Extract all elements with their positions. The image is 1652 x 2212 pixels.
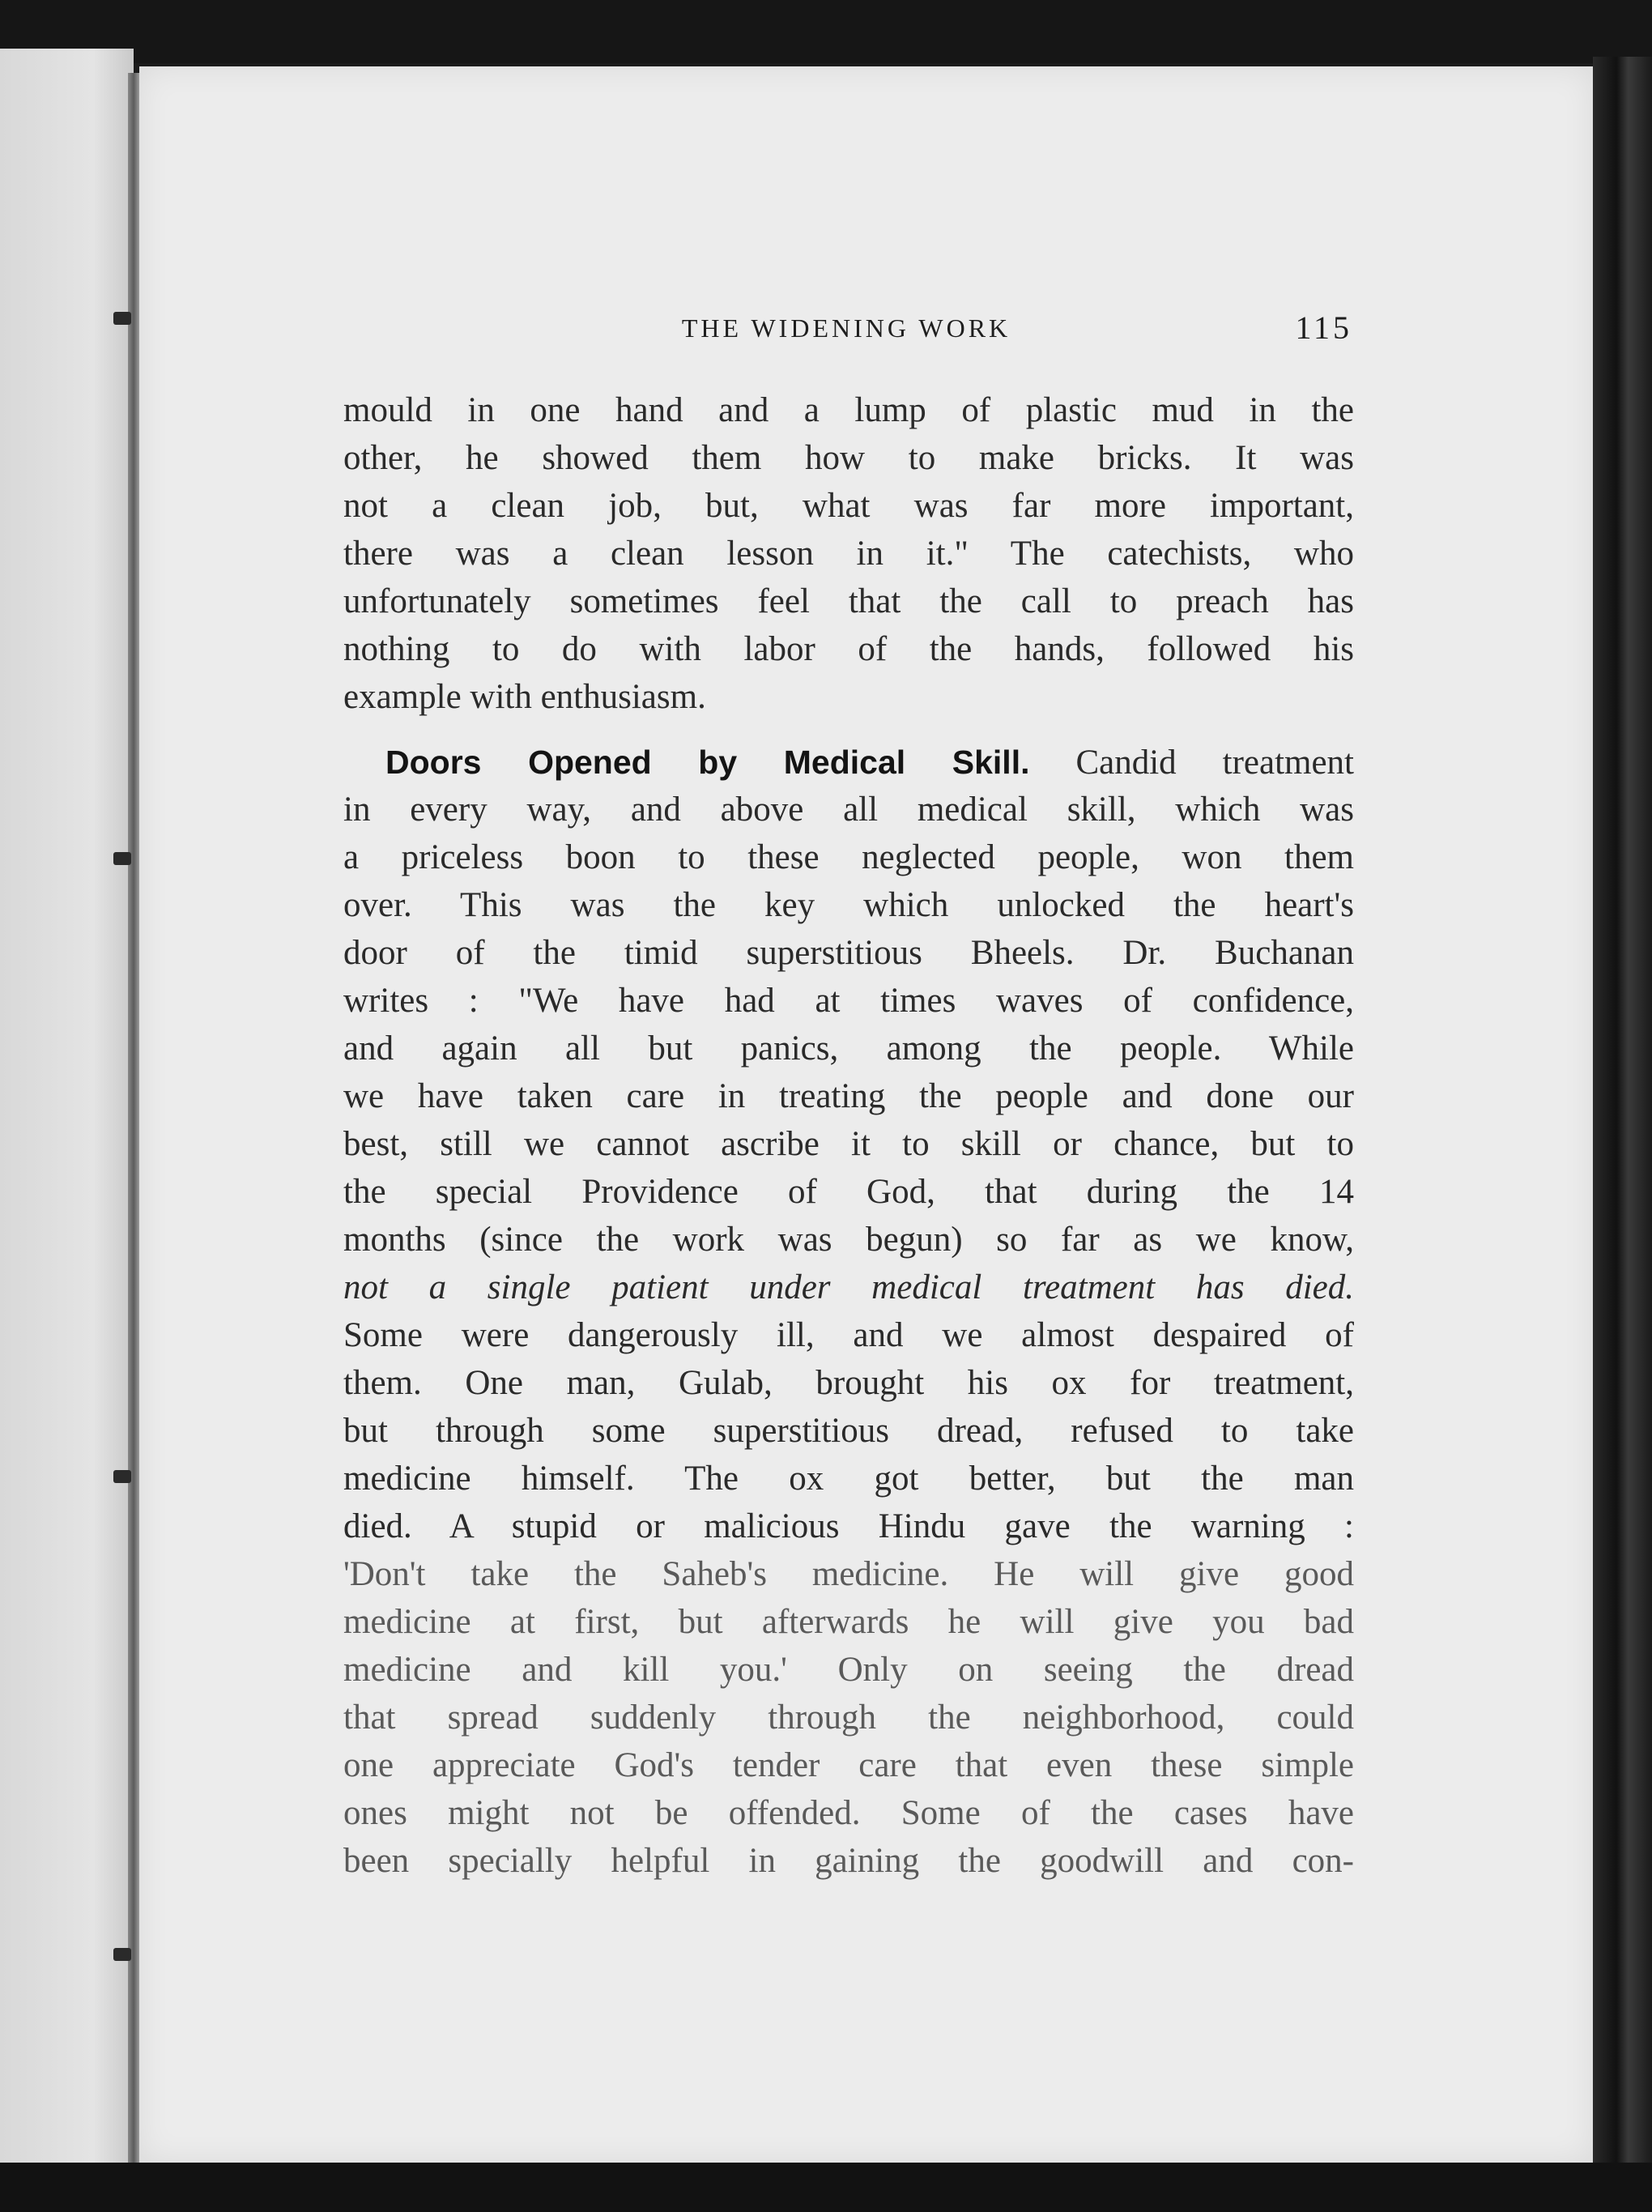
text-line: died. A stupid or malicious Hindu gave the warning : [343, 1507, 1354, 1545]
running-head [340, 308, 1352, 348]
running-head-title: THE WIDENING WORK [681, 313, 1011, 343]
text-line: a priceless boon to these neglected people, won them [343, 838, 1354, 876]
text-line: been specially helpful in gaining the goodwill and con- [343, 1842, 1354, 1880]
text-line: not a clean job, but, what was far more important, [343, 487, 1354, 525]
italic-text-line: not a single patient under medical treatment has died. [343, 1268, 1354, 1306]
binding-mark [113, 1470, 131, 1483]
facing-page-edge [0, 49, 134, 2171]
text-line: writes : "We have had at times waves of confidence, [343, 982, 1354, 1020]
text-line: one appreciate God's tender care that even these simple [343, 1746, 1354, 1784]
scan-top-border [0, 0, 1652, 63]
text-line: that spread suddenly through the neighborhood, could [343, 1698, 1354, 1737]
text-line: but through some superstitious dread, refused to take [343, 1412, 1354, 1450]
text-line: unfortunately sometimes feel that the call to preach has [343, 582, 1354, 620]
binding-mark [113, 312, 131, 325]
text-line: medicine and kill you.' Only on seeing the dread [343, 1651, 1354, 1689]
text-run: Candid treatment [1075, 744, 1354, 782]
text-line: other, he showed them how to make bricks. It was [343, 439, 1354, 477]
scan-bottom-border [0, 2163, 1652, 2212]
text-line: in every way, and above all medical skill, which was [343, 791, 1354, 829]
text-line: 'Don't take the Saheb's medicine. He will give good [343, 1555, 1354, 1593]
binding-mark [113, 852, 131, 865]
text-line: ones might not be offended. Some of the cases have [343, 1794, 1354, 1832]
text-line: Some were dangerously ill, and we almost despaired of [343, 1316, 1354, 1354]
section-heading: Doors Opened by Medical Skill. [385, 744, 1030, 781]
text-line: best, still we cannot ascribe it to skill or chance, but to [343, 1125, 1354, 1163]
text-line: months (since the work was begun) so far as we know, [343, 1221, 1354, 1259]
scan-right-border [1593, 57, 1652, 2179]
text-line: there was a clean lesson in it." The catechists, who [343, 535, 1354, 573]
text-line: example with enthusiasm. [343, 678, 706, 716]
page-number: 115 [1295, 309, 1352, 346]
text-line: nothing to do with labor of the hands, followed his [343, 630, 1354, 668]
paragraph-first-line [385, 739, 1354, 786]
text-line: the special Providence of God, that during the 14 [343, 1173, 1354, 1211]
book-gutter [128, 73, 139, 2163]
text-line: mould in one hand and a lump of plastic mud in the [343, 391, 1354, 429]
text-line: them. One man, Gulab, brought his ox for treatment, [343, 1364, 1354, 1402]
text-line: medicine at first, but afterwards he will give you bad [343, 1603, 1354, 1641]
text-line: door of the timid superstitious Bheels. Dr. Buchanan [343, 934, 1354, 972]
text-line: and again all but panics, among the people. While [343, 1029, 1354, 1068]
text-line: over. This was the key which unlocked the heart's [343, 886, 1354, 924]
text-line: we have taken care in treating the people and done our [343, 1077, 1354, 1115]
text-line: medicine himself. The ox got better, but the man [343, 1460, 1354, 1498]
binding-mark [113, 1948, 131, 1961]
